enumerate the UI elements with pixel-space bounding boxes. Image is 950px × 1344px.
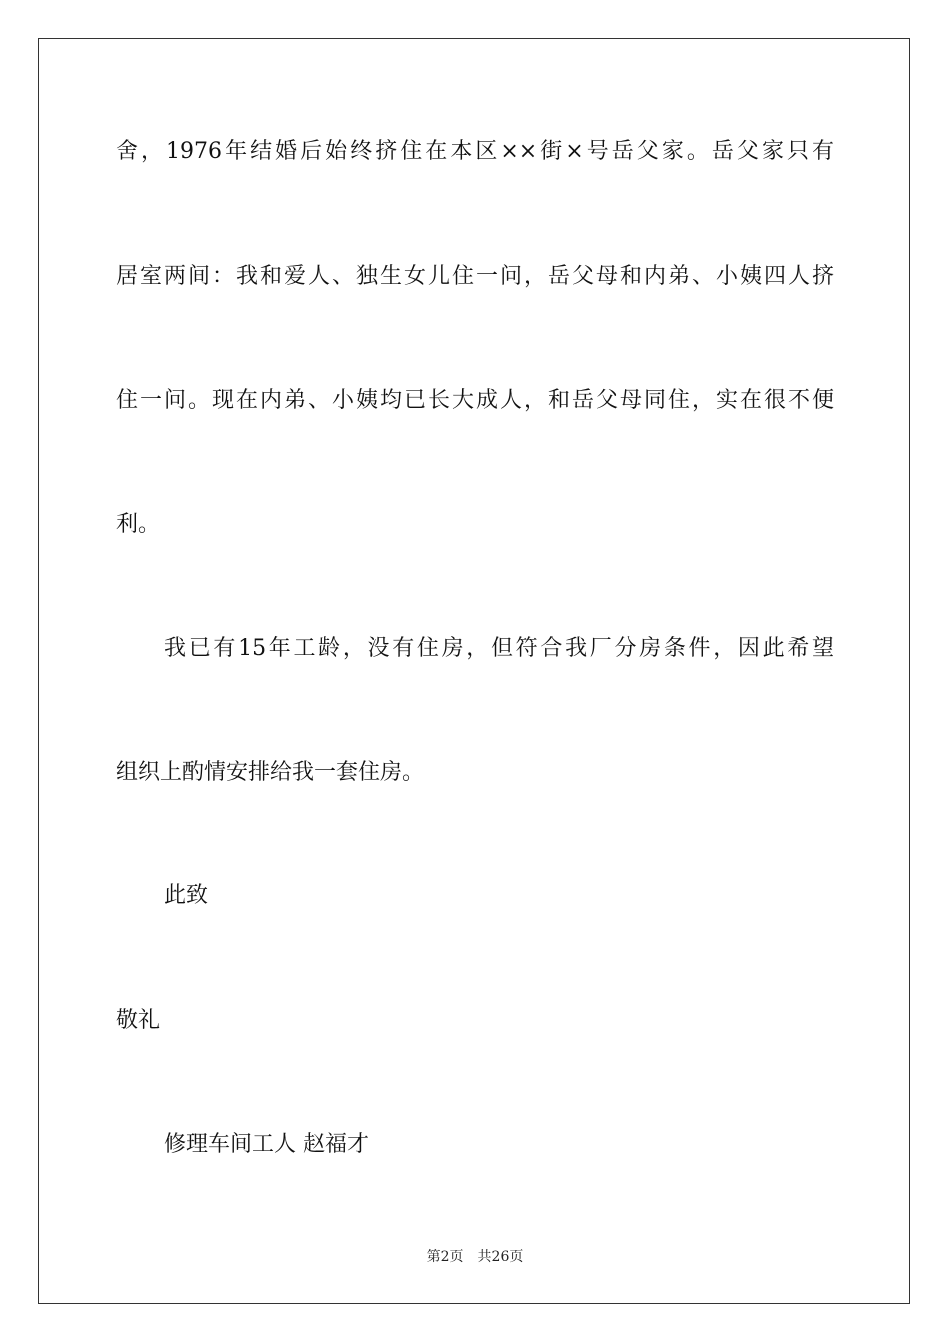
salutation: 敬礼 bbox=[116, 1008, 161, 1033]
closing-phrase: 此致 bbox=[164, 883, 209, 908]
paragraph-line: 利。 bbox=[116, 512, 161, 537]
signature: 修理车间工人 赵福才 bbox=[164, 1132, 369, 1157]
paragraph-line: 居室两间：我和爱人、独生女儿住一问，岳父母和内弟、小姨四人挤 bbox=[116, 264, 834, 289]
page-border bbox=[38, 38, 910, 1304]
paragraph-line: 组织上酌情安排给我一套住房。 bbox=[116, 760, 425, 785]
page-number: 第2页 共26页 bbox=[426, 1249, 524, 1265]
paragraph-line: 住一问。现在内弟、小姨均已长大成人，和岳父母同住，实在很不便 bbox=[116, 388, 834, 413]
paragraph-line: 我已有15年工龄，没有住房，但符合我厂分房条件，因此希望 bbox=[164, 636, 834, 661]
paragraph-line: 舍，1976年结婚后始终挤住在本区××街×号岳父家。岳父家只有 bbox=[116, 139, 834, 164]
